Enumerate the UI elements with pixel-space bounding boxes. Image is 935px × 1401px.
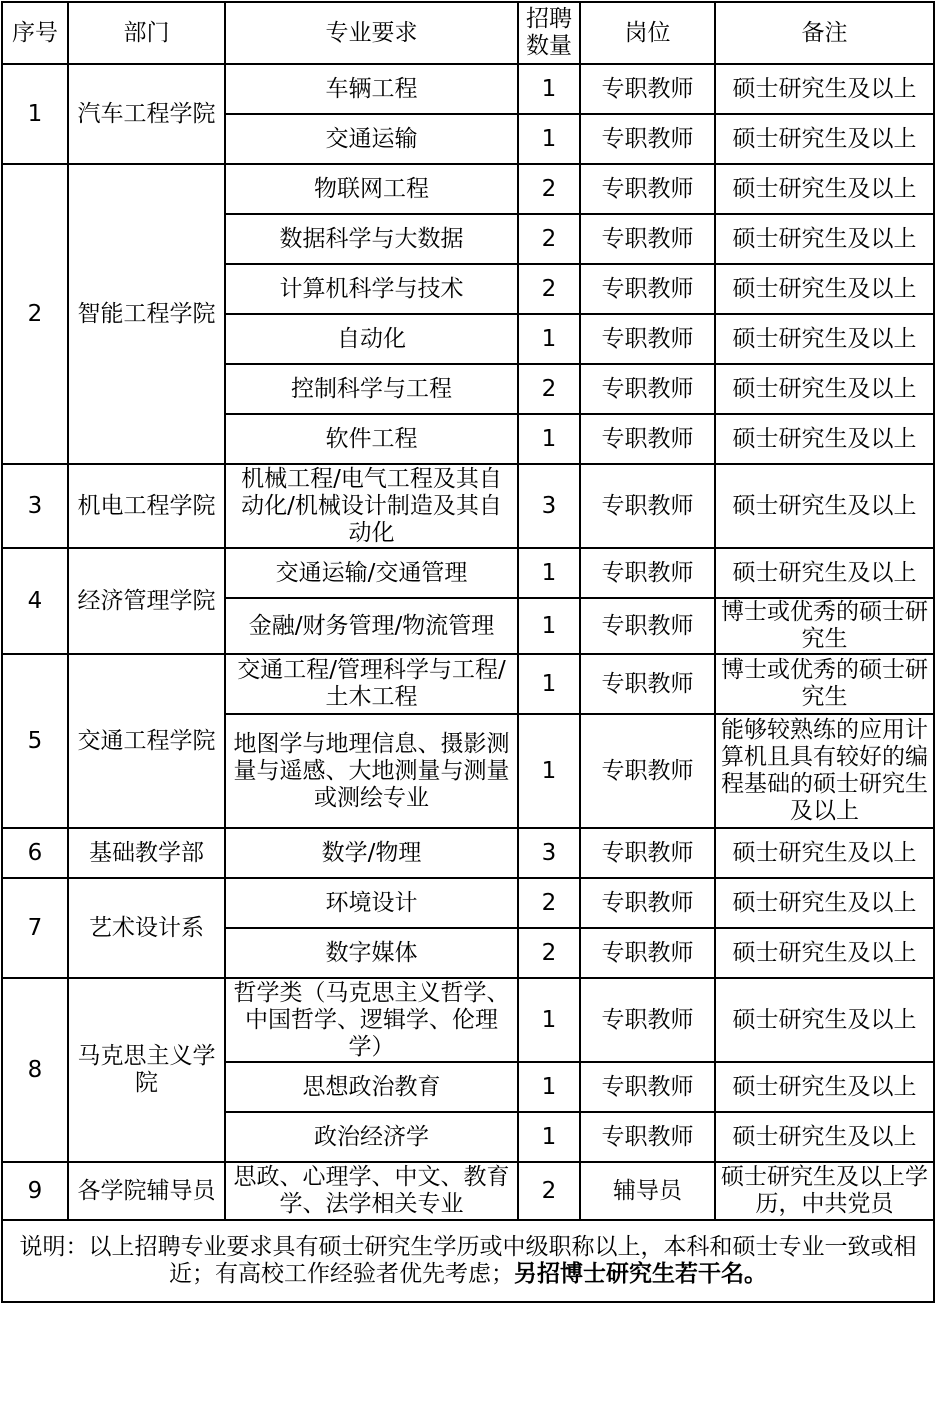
table-row (2, 1162, 934, 1220)
remark-cell: 硕士研究生及以上 (715, 114, 934, 164)
remark-cell: 硕士研究生及以上 (715, 214, 934, 264)
position-cell: 专职教师 (580, 878, 715, 928)
note-bold-text: 另招博士研究生若干名。 (514, 1261, 767, 1287)
position-cell: 专职教师 (580, 314, 715, 364)
major-cell: 地图学与地理信息、摄影测量与遥感、大地测量与测量或测绘专业 (225, 714, 518, 828)
count-cell: 1 (518, 1112, 580, 1162)
major-cell: 数据科学与大数据 (225, 214, 518, 264)
major-cell: 交通运输/交通管理 (225, 548, 518, 598)
remark-cell: 硕士研究生及以上 (715, 164, 934, 214)
position-cell: 专职教师 (580, 548, 715, 598)
count-cell: 1 (518, 548, 580, 598)
remark-cell: 博士或优秀的硕士研究生 (715, 598, 934, 654)
note-text: 说明：以上招聘专业要求具有硕士研究生学历或中级职称以上，本科和硕士专业一致或相近；有高校工作经验者优先考虑； (19, 1234, 917, 1287)
remark-cell: 博士或优秀的硕士研究生 (715, 654, 934, 714)
remark-cell: 能够较熟练的应用计算机且具有较好的编程基础的硕士研究生及以上 (715, 714, 934, 828)
note-cell (2, 1220, 934, 1302)
major-cell: 哲学类（马克思主义哲学、中国哲学、逻辑学、伦理学） (225, 978, 518, 1062)
count-cell: 1 (518, 598, 580, 654)
position-cell: 专职教师 (580, 414, 715, 464)
remark-cell: 硕士研究生及以上 (715, 978, 934, 1062)
recruitment-table (1, 1, 935, 1303)
remark-cell: 硕士研究生及以上 (715, 548, 934, 598)
major-cell: 交通工程/管理科学与工程/土木工程 (225, 654, 518, 714)
header-remark: 备注 (715, 2, 934, 64)
major-cell: 环境设计 (225, 878, 518, 928)
major-cell: 金融/财务管理/物流管理 (225, 598, 518, 654)
position-cell: 专职教师 (580, 654, 715, 714)
position-cell: 辅导员 (580, 1162, 715, 1220)
major-cell: 计算机科学与技术 (225, 264, 518, 314)
remark-cell: 硕士研究生及以上 (715, 314, 934, 364)
count-cell: 2 (518, 214, 580, 264)
count-cell: 1 (518, 714, 580, 828)
count-cell: 1 (518, 654, 580, 714)
table-row (2, 828, 934, 878)
position-cell: 专职教师 (580, 828, 715, 878)
remark-cell: 硕士研究生及以上 (715, 828, 934, 878)
dept-cell: 智能工程学院 (68, 164, 225, 464)
dept-cell: 马克思主义学院 (68, 978, 225, 1162)
count-cell: 1 (518, 64, 580, 114)
count-cell: 1 (518, 978, 580, 1062)
major-cell: 车辆工程 (225, 64, 518, 114)
position-cell: 专职教师 (580, 364, 715, 414)
header-count (518, 2, 580, 64)
remark-cell: 硕士研究生及以上 (715, 414, 934, 464)
major-cell: 思想政治教育 (225, 1062, 518, 1112)
count-cell: 1 (518, 414, 580, 464)
count-cell: 2 (518, 878, 580, 928)
remark-cell: 硕士研究生及以上 (715, 64, 934, 114)
remark-cell: 硕士研究生及以上 (715, 1112, 934, 1162)
major-cell: 机械工程/电气工程及其自动化/机械设计制造及其自动化 (225, 464, 518, 548)
position-cell: 专职教师 (580, 714, 715, 828)
count-cell: 2 (518, 1162, 580, 1220)
table-row (2, 548, 934, 598)
dept-cell: 机电工程学院 (68, 464, 225, 548)
count-cell: 3 (518, 464, 580, 548)
position-cell: 专职教师 (580, 214, 715, 264)
remark-cell: 硕士研究生及以上 (715, 878, 934, 928)
count-cell: 2 (518, 164, 580, 214)
table-row (2, 64, 934, 114)
position-cell: 专职教师 (580, 1062, 715, 1112)
table-row (2, 654, 934, 714)
header-row (2, 2, 934, 64)
table-row (2, 878, 934, 928)
header-count-line1: 招聘 (526, 6, 572, 32)
dept-cell: 各学院辅导员 (68, 1162, 225, 1220)
position-cell: 专职教师 (580, 64, 715, 114)
seq-cell: 9 (2, 1162, 68, 1220)
count-cell: 1 (518, 314, 580, 364)
count-cell: 1 (518, 1062, 580, 1112)
count-cell: 2 (518, 928, 580, 978)
position-cell: 专职教师 (580, 164, 715, 214)
major-cell: 思政、心理学、中文、教育学、法学相关专业 (225, 1162, 518, 1220)
seq-cell: 2 (2, 164, 68, 464)
position-cell: 专职教师 (580, 978, 715, 1062)
header-count-line2: 数量 (526, 33, 572, 59)
seq-cell: 1 (2, 64, 68, 164)
header-seq: 序号 (2, 2, 68, 64)
table-row (2, 978, 934, 1062)
major-cell: 自动化 (225, 314, 518, 364)
major-cell: 软件工程 (225, 414, 518, 464)
position-cell: 专职教师 (580, 264, 715, 314)
remark-cell: 硕士研究生及以上学历，中共党员 (715, 1162, 934, 1220)
position-cell: 专职教师 (580, 928, 715, 978)
table-row (2, 164, 934, 214)
seq-cell: 5 (2, 654, 68, 828)
count-cell: 1 (518, 114, 580, 164)
major-cell: 物联网工程 (225, 164, 518, 214)
seq-cell: 3 (2, 464, 68, 548)
table-row (2, 464, 934, 548)
header-dept: 部门 (68, 2, 225, 64)
count-cell: 3 (518, 828, 580, 878)
remark-cell: 硕士研究生及以上 (715, 928, 934, 978)
position-cell: 专职教师 (580, 1112, 715, 1162)
dept-cell: 汽车工程学院 (68, 64, 225, 164)
dept-cell: 交通工程学院 (68, 654, 225, 828)
remark-cell: 硕士研究生及以上 (715, 364, 934, 414)
major-cell: 交通运输 (225, 114, 518, 164)
dept-cell: 基础教学部 (68, 828, 225, 878)
remark-cell: 硕士研究生及以上 (715, 464, 934, 548)
major-cell: 政治经济学 (225, 1112, 518, 1162)
note-row (2, 1220, 934, 1302)
position-cell: 专职教师 (580, 598, 715, 654)
dept-cell: 经济管理学院 (68, 548, 225, 654)
seq-cell: 8 (2, 978, 68, 1162)
count-cell: 2 (518, 264, 580, 314)
count-cell: 2 (518, 364, 580, 414)
major-cell: 控制科学与工程 (225, 364, 518, 414)
major-cell: 数字媒体 (225, 928, 518, 978)
seq-cell: 4 (2, 548, 68, 654)
position-cell: 专职教师 (580, 114, 715, 164)
header-position: 岗位 (580, 2, 715, 64)
seq-cell: 7 (2, 878, 68, 978)
header-major: 专业要求 (225, 2, 518, 64)
dept-cell: 艺术设计系 (68, 878, 225, 978)
seq-cell: 6 (2, 828, 68, 878)
remark-cell: 硕士研究生及以上 (715, 1062, 934, 1112)
remark-cell: 硕士研究生及以上 (715, 264, 934, 314)
major-cell: 数学/物理 (225, 828, 518, 878)
position-cell: 专职教师 (580, 464, 715, 548)
